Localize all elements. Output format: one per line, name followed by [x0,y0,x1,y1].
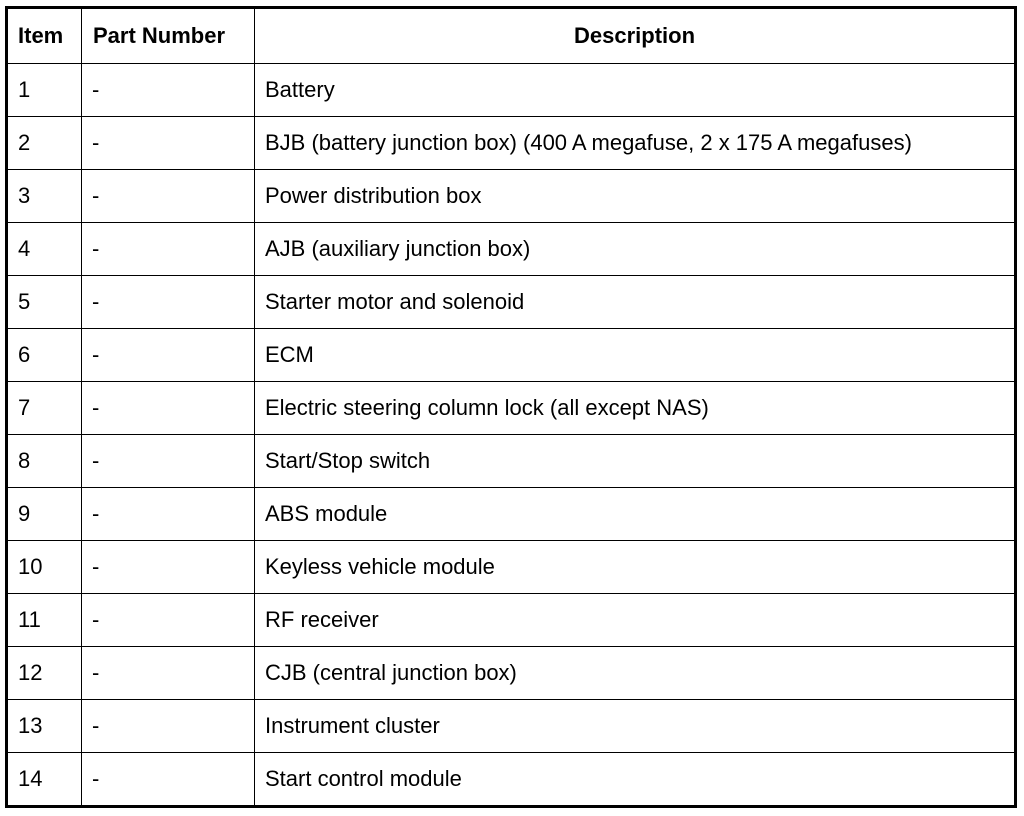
cell-item: 3 [7,170,82,223]
table-row [7,382,1016,435]
table-row [7,329,1016,382]
table-row [7,753,1016,807]
cell-description: RF receiver [255,594,1016,647]
table-row [7,700,1016,753]
cell-description: Start control module [255,753,1016,807]
table-row [7,223,1016,276]
cell-part-number: - [82,329,255,382]
cell-description: AJB (auxiliary junction box) [255,223,1016,276]
cell-item: 11 [7,594,82,647]
cell-item: 5 [7,276,82,329]
cell-part-number: - [82,435,255,488]
cell-part-number: - [82,223,255,276]
cell-description: BJB (battery junction box) (400 A megafuse, 2 x 175 A megafuses) [255,117,1016,170]
cell-description: Power distribution box [255,170,1016,223]
cell-part-number: - [82,594,255,647]
cell-item: 2 [7,117,82,170]
column-header-part-number: Part Number [82,8,255,64]
table-body [7,64,1016,807]
cell-part-number: - [82,276,255,329]
table-row [7,64,1016,117]
cell-part-number: - [82,382,255,435]
cell-part-number: - [82,117,255,170]
parts-table [5,6,1017,808]
cell-item: 1 [7,64,82,117]
cell-item: 8 [7,435,82,488]
cell-description: Keyless vehicle module [255,541,1016,594]
cell-description: ECM [255,329,1016,382]
header-row [7,8,1016,64]
cell-part-number: - [82,700,255,753]
cell-description: Electric steering column lock (all except NAS) [255,382,1016,435]
column-header-description: Description [255,8,1016,64]
cell-description: Start/Stop switch [255,435,1016,488]
table-row [7,647,1016,700]
table-row [7,488,1016,541]
cell-description: CJB (central junction box) [255,647,1016,700]
cell-item: 12 [7,647,82,700]
table-row [7,541,1016,594]
table-row [7,170,1016,223]
cell-part-number: - [82,647,255,700]
cell-part-number: - [82,753,255,807]
table-row [7,594,1016,647]
cell-description: Starter motor and solenoid [255,276,1016,329]
cell-part-number: - [82,64,255,117]
cell-item: 13 [7,700,82,753]
table-header [7,8,1016,64]
cell-description: Instrument cluster [255,700,1016,753]
cell-description: Battery [255,64,1016,117]
cell-description: ABS module [255,488,1016,541]
column-header-item: Item [7,8,82,64]
table-row [7,435,1016,488]
cell-item: 14 [7,753,82,807]
cell-part-number: - [82,488,255,541]
cell-item: 7 [7,382,82,435]
cell-part-number: - [82,541,255,594]
cell-item: 9 [7,488,82,541]
cell-item: 4 [7,223,82,276]
cell-item: 6 [7,329,82,382]
cell-item: 10 [7,541,82,594]
table-row [7,117,1016,170]
cell-part-number: - [82,170,255,223]
table-row [7,276,1016,329]
